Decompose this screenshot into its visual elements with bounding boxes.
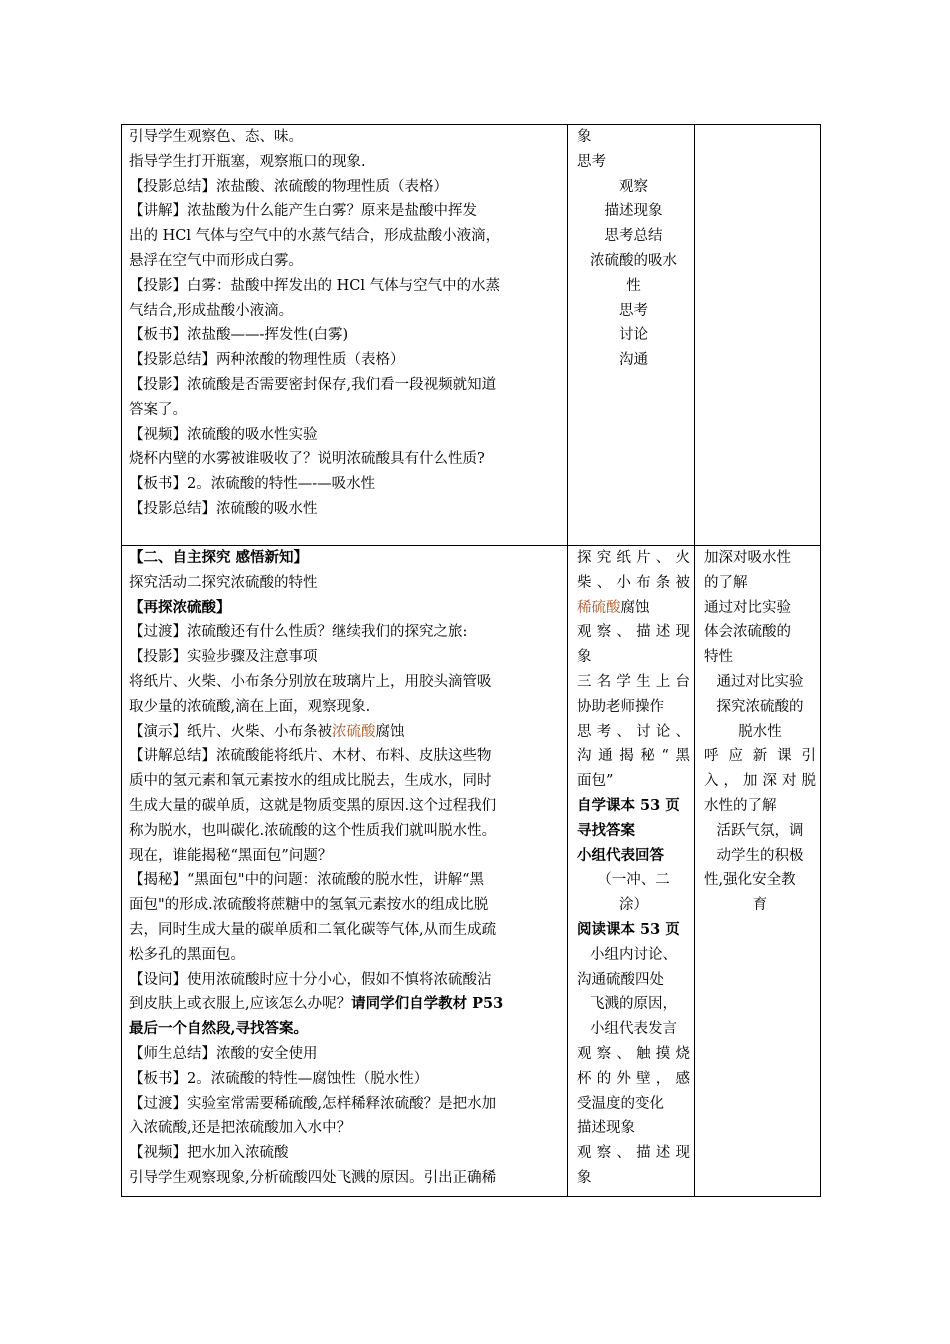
text-line	[129, 720, 561, 745]
text-line: 烧杯内壁的水雾被谁吸收了？说明浓硫酸具有什么性质?	[129, 451, 485, 468]
text-line: 观察、描述现	[577, 624, 690, 641]
student-activity-text	[568, 125, 694, 373]
text-line: 称为脱水，也叫碳化.浓硫酸的这个性质我们就叫脱水性。	[129, 822, 497, 839]
text-line: 象	[577, 129, 592, 145]
lesson-plan-table	[121, 124, 821, 1197]
text-line: 悬浮在空气中而形成白雾。	[129, 252, 303, 269]
teacher-activity-text	[122, 546, 567, 1191]
text-line: 思考、讨论、	[577, 723, 690, 740]
text-line: 观察	[619, 178, 648, 195]
teacher-activity-cell	[122, 546, 568, 1197]
text-line: 小组代表发言	[590, 1021, 677, 1038]
student-activity-cell	[568, 546, 695, 1197]
text-line: 入浓硫酸,还是把浓硫酸加入水中？	[129, 1120, 352, 1137]
text-line: 探究活动二探究浓硫酸的特性	[129, 574, 318, 591]
text-line	[129, 992, 561, 1017]
text-line: 象	[577, 649, 592, 666]
text-line: 【设问】使用浓硫酸时应十分小心，假如不慎将浓硫酸沾	[129, 971, 492, 988]
text-line: 【板书】2。浓硫酸的特性—腐蚀性（脱水性）	[129, 1070, 429, 1087]
text-line: 面包"的形成.浓硫酸将蔗糖中的氢氧元素按水的组成比脱	[129, 897, 489, 914]
text-line: 引导学生观察色、态、味。	[129, 129, 303, 145]
bold-instruction: 最后一个自然段,寻找答案。	[129, 1020, 309, 1038]
text-line: 通过对比实验	[704, 599, 791, 616]
text-line: 【板书】浓盐酸——-挥发性(白雾)	[129, 327, 349, 344]
text-line: 思考总结	[604, 228, 663, 245]
text-line: 【过渡】浓硫酸还有什么性质？继续我们的探究之旅:	[129, 624, 468, 641]
text-line: 柴、小布条被	[577, 574, 690, 591]
bold-instruction: 寻找答案	[577, 821, 635, 839]
text-line: 动学生的积极	[716, 847, 804, 864]
design-intent-cell	[695, 546, 821, 1197]
text-line: 性,强化安全教	[704, 872, 796, 889]
text-line: 【板书】2。浓硫酸的特性—-—吸水性	[129, 476, 376, 493]
text-line: 浓硫酸的吸水	[590, 252, 677, 269]
teacher-activity-text	[122, 125, 567, 522]
text-line: 气结合,形成盐酸小液滴。	[129, 302, 294, 319]
text-line: 呼应新课引	[704, 748, 816, 765]
design-intent-text	[695, 546, 820, 918]
text-line: 【投影】浓硫酸是否需要密封保存,我们看一段视频就知道	[129, 376, 497, 393]
table-row	[122, 546, 821, 1197]
text-line: 面包”	[577, 773, 614, 790]
text-line: 观察、触摸烧	[577, 1045, 690, 1062]
text-line: 性	[626, 277, 641, 294]
text-line: 将纸片、火柴、小布条分别放在玻璃片上，用胶头滴管吸	[129, 673, 492, 690]
text-line: 加深对吸水性	[704, 550, 791, 566]
text-line: 去，同时生成大量的碳单质和二氧化碳等气体,从而生成疏	[129, 921, 497, 938]
text-line: 【投影总结】两种浓酸的物理性质（表格）	[129, 352, 405, 369]
text-line: 出的 HCl 气体与空气中的水蒸气结合，形成盐酸小液滴，	[129, 228, 501, 245]
text-line: 现在，谁能揭秘“黑面包”问题？	[129, 847, 333, 864]
text-line: 思考	[577, 153, 606, 170]
text-line: 【投影】实验步骤及注意事项	[129, 649, 318, 666]
bold-instruction: 小组代表回答	[577, 846, 664, 864]
teacher-activity-cell	[122, 125, 568, 546]
text-line: 答案了。	[129, 401, 187, 418]
highlighted-term: 稀硫酸	[577, 599, 621, 616]
text-line: 体会浓硫酸的	[704, 624, 791, 641]
text-line: 的了解	[704, 574, 748, 591]
text-line: 【过渡】实验室常需要稀硫酸,怎样稀释浓硫酸？是把水加	[129, 1095, 497, 1112]
text-line: 【揭秘】“黑面包"中的问题：浓硫酸的脱水性，讲解“黑	[129, 872, 484, 889]
text-fragment: 腐蚀	[620, 599, 650, 616]
student-activity-text	[568, 546, 694, 1191]
text-line: 涂）	[619, 897, 648, 914]
text-line: 观察、描述现	[577, 1145, 690, 1162]
text-line: 三名学生上台	[577, 673, 690, 690]
design-intent-cell	[695, 125, 821, 546]
text-line: 【投影】白雾：盐酸中挥发出的 HCl 气体与空气中的水蒸	[129, 277, 501, 294]
highlighted-term: 浓硫酸	[332, 723, 376, 740]
text-line: 【视频】把水加入浓硫酸	[129, 1145, 289, 1162]
subsection-heading: 【再探浓硫酸】	[129, 598, 231, 616]
text-line: 特性	[704, 649, 733, 666]
section-heading: 【二、自主探究 感悟新知】	[129, 549, 309, 566]
text-line: 生成大量的碳单质，这就是物质变黑的原因.这个过程我们	[129, 797, 497, 814]
text-line: 松多孔的黑面包。	[129, 946, 245, 963]
text-line: 象	[577, 1169, 592, 1186]
text-line: 【视频】浓硫酸的吸水性实验	[129, 426, 318, 443]
text-line: 讨论	[619, 327, 648, 344]
text-line: 小组内讨论、	[590, 946, 677, 963]
text-line: 杯的外壁，感	[577, 1070, 690, 1087]
text-line: 【投影总结】浓硫酸的吸水性	[129, 500, 318, 517]
text-line: 引导学生观察现象,分析硫酸四处飞溅的原因。引出正确稀	[129, 1169, 497, 1186]
text-line: 【讲解】浓盐酸为什么能产生白雾？原来是盐酸中挥发	[129, 203, 477, 220]
text-line: 质中的氢元素和氧元素按水的组成比脱去，生成水，同时	[129, 773, 492, 790]
text-line: 【师生总结】浓酸的安全使用	[129, 1045, 318, 1062]
text-fragment: 腐蚀	[375, 723, 405, 740]
student-activity-cell	[568, 125, 695, 546]
text-line: 沟通	[619, 352, 648, 369]
text-line: 飞溅的原因，	[590, 996, 677, 1013]
text-line: （一冲、二	[597, 872, 670, 889]
text-fragment: 到皮肤上或衣服上,应该怎么办呢？	[129, 996, 352, 1013]
text-line: 育	[752, 897, 768, 914]
text-line: 脱水性	[738, 723, 782, 740]
text-line: 探究纸片、火	[577, 550, 690, 566]
bold-instruction: 自学课本 53 页	[577, 796, 680, 814]
text-line: 通过对比实验	[716, 673, 804, 690]
text-line: 描述现象	[604, 203, 663, 220]
text-line: 协助老师操作	[577, 698, 664, 715]
text-line	[577, 596, 690, 621]
text-line: 沟通揭秘“黑	[577, 748, 690, 765]
bold-instruction: 阅读课本 53 页	[577, 920, 680, 938]
text-line: 入，加深对脱	[704, 773, 816, 790]
text-line: 【讲解总结】浓硫酸能将纸片、木材、布料、皮肤这些物	[129, 748, 492, 765]
table-row	[122, 125, 821, 546]
text-line: 【投影总结】浓盐酸、浓硫酸的物理性质（表格）	[129, 178, 448, 195]
text-line: 受温度的变化	[577, 1095, 664, 1112]
text-fragment: 【演示】纸片、火柴、小布条被	[129, 723, 332, 740]
text-line: 探究浓硫酸的	[716, 698, 804, 715]
text-line: 水性的了解	[704, 797, 777, 814]
text-line: 沟通硫酸四处	[577, 971, 664, 988]
text-line: 指导学生打开瓶塞，观察瓶口的现象.	[129, 153, 366, 170]
text-line: 思考	[619, 302, 648, 319]
bold-instruction: 请同学们自学教材 P53	[351, 995, 504, 1013]
text-line: 取少量的浓硫酸,滴在上面，观察现象.	[129, 698, 371, 715]
text-line: 描述现象	[577, 1120, 635, 1137]
text-line: 活跃气氛，调	[716, 822, 804, 839]
